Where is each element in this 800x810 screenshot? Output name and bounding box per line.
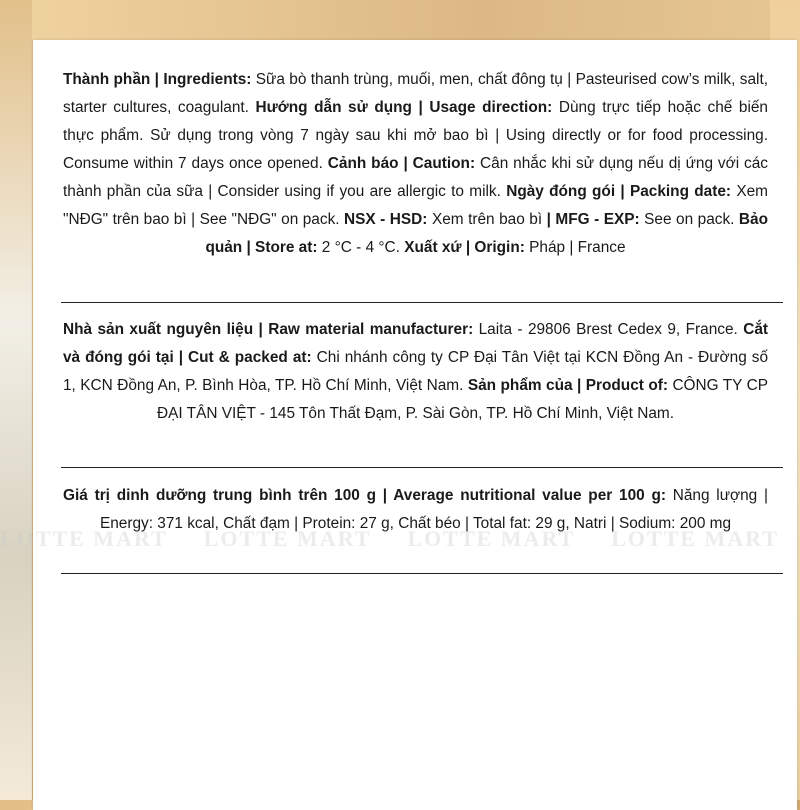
manufacturer-text: Laita - 29806 Brest Cedex 9, France. bbox=[478, 321, 738, 338]
label-section-manufacturer bbox=[63, 316, 768, 428]
usage-label: Hướng dẫn sử dụng | Usage direction: bbox=[255, 99, 553, 116]
packed-at-text: Chi nhánh công ty CP Đại Tân Việt tại KCN Đồng An - Đường số 1, KCN Đồng An, P. Bình Hòa, TP. Hồ Chí Minh, Việt Nam. bbox=[63, 349, 769, 394]
mfg-exp-text: Xem trên bao bì bbox=[431, 211, 543, 228]
mfg-exp-label: NSX - HSD: bbox=[344, 211, 428, 228]
origin-label: Xuất xứ | Origin: bbox=[404, 239, 525, 256]
watermark-text: LOTTE MART bbox=[203, 526, 372, 551]
packaging-background-left bbox=[0, 0, 32, 800]
product-label bbox=[33, 40, 797, 810]
mfg-exp-en-label: | MFG - EXP: bbox=[546, 211, 640, 228]
manufacturer-label: Nhà sản xuất nguyên liệu | Raw material manufacturer: bbox=[63, 321, 474, 338]
packing-date-text: Xem "NĐG" trên bao bì | See "NĐG" on pack. bbox=[63, 183, 768, 228]
watermark-text: LOTTE MART bbox=[0, 526, 168, 551]
nutrition-text: Năng lượng | Energy: 371 kcal, Chất đạm | Protein: 27 g, Chất béo | Total fat: 29 g, Natri | Sodium: 200 mg bbox=[99, 487, 768, 532]
product-of-text: CÔNG TY CP ĐẠI TÂN VIỆT - 145 Tôn Thất Đạm, P. Sài Gòn, TP. Hồ Chí Minh, Việt Nam. bbox=[157, 377, 768, 422]
divider-line bbox=[61, 573, 783, 574]
mfg-exp-en-text: See on pack. bbox=[644, 211, 735, 228]
ingredients-text: Sữa bò thanh trùng, muối, men, chất đông tụ | Pasteurised cow’s milk, salt, starter cultures, coagulant. bbox=[63, 71, 768, 116]
ingredients-label: Thành phần | Ingredients: bbox=[63, 71, 252, 88]
watermark-text: LOTTE MART bbox=[407, 526, 576, 551]
storage-text: 2 °C - 4 °C. bbox=[321, 239, 400, 256]
label-section-info bbox=[63, 66, 768, 262]
watermark-text: LOTTE MART bbox=[611, 526, 779, 551]
caution-text: Cân nhắc khi sử dụng nếu dị ứng với các thành phần của sữa | Consider using if you are allergic to milk. bbox=[63, 155, 768, 200]
label-section-nutrition bbox=[63, 482, 768, 538]
caution-label: Cảnh báo | Caution: bbox=[327, 155, 476, 172]
usage-text: Dùng trực tiếp hoặc chế biến thực phẩm. Sử dụng trong vòng 7 ngày sau khi mở bao bì | Using directly or for food processing. Consume within 7 days once opened. bbox=[63, 99, 768, 172]
packaging-background-top bbox=[0, 0, 800, 40]
storage-label: Bảo quản | Store at: bbox=[205, 211, 768, 256]
origin-text: Pháp | France bbox=[529, 239, 626, 256]
packing-date-label: Ngày đóng gói | Packing date: bbox=[506, 183, 732, 200]
divider-line bbox=[61, 302, 783, 303]
divider-line bbox=[61, 467, 783, 468]
nutrition-label: Giá trị dinh dưỡng trung bình trên 100 g | Average nutritional value per 100 g: bbox=[63, 487, 666, 504]
packed-at-label: Cắt và đóng gói tại | Cut & packed at: bbox=[63, 321, 769, 366]
product-of-label: Sản phẩm của | Product of: bbox=[467, 377, 668, 394]
